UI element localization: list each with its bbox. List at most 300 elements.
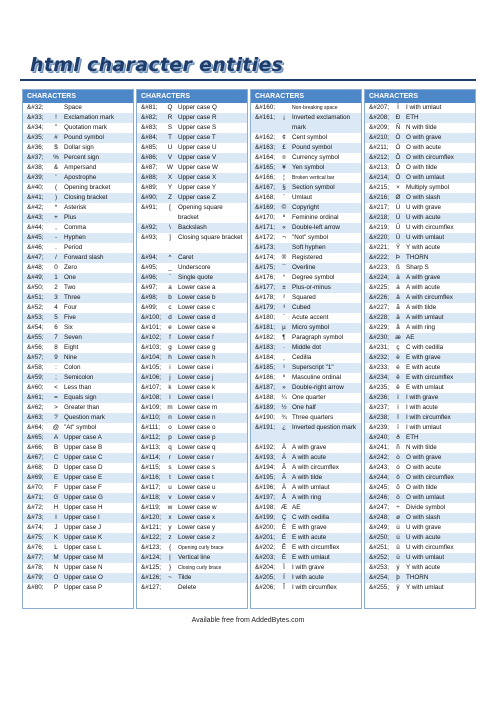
entity-glyph: Ä — [281, 484, 287, 491]
entity-code: &#182; — [255, 334, 275, 341]
entity-code: &#223; — [369, 264, 389, 271]
entity-glyph: Æ — [280, 504, 288, 511]
entity-desc: Quotation mark — [64, 124, 108, 131]
entity-desc: Upper case T — [178, 134, 216, 141]
entity-glyph: Ô — [395, 154, 401, 161]
entity-code: &#233; — [369, 364, 389, 371]
entity-desc: Currency symbol — [292, 154, 340, 161]
table-row — [251, 143, 361, 153]
table-row — [251, 163, 361, 173]
entity-desc: I with acute — [406, 404, 438, 411]
entity-code: &#58; — [27, 364, 44, 371]
entity-glyph: | — [169, 554, 171, 561]
table-row — [365, 113, 475, 123]
entity-desc: Lower case n — [178, 414, 216, 421]
entity-desc: A with umlaut — [406, 314, 444, 321]
entity-glyph: : — [55, 364, 57, 371]
entity-glyph: ¡ — [282, 114, 286, 121]
entity-desc: E with umlaut — [406, 384, 444, 391]
entity-desc: U with grave — [406, 524, 441, 531]
entity-code: &#70; — [27, 484, 44, 491]
entity-code: &#80; — [27, 584, 44, 591]
entity-desc: Double-right arrow — [292, 384, 344, 391]
entity-desc: I with acute — [292, 574, 324, 581]
entity-desc: E with grave — [292, 524, 327, 531]
entity-glyph: Þ — [395, 254, 401, 261]
table-row — [137, 523, 247, 533]
entity-code: &#46; — [27, 244, 44, 251]
entity-code: &#88; — [141, 174, 158, 181]
table-row — [365, 553, 475, 563]
table-row — [137, 553, 247, 563]
entity-code: &#204; — [255, 564, 275, 571]
entity-desc: Lower case h — [178, 354, 216, 361]
entity-desc: I with grave — [406, 394, 439, 401]
entity-desc: U with acute — [406, 534, 441, 541]
entity-glyph: í — [397, 404, 399, 411]
entity-desc: E with acute — [292, 534, 327, 541]
entity-glyph: º — [282, 374, 286, 381]
entity-code: &#255; — [369, 584, 389, 591]
entity-code: &#105; — [141, 364, 161, 371]
entity-code: &#222; — [369, 254, 389, 261]
entity-glyph: E — [53, 474, 59, 481]
entity-glyph: ¼ — [281, 394, 287, 401]
entity-desc: Eight — [64, 344, 79, 351]
entity-glyph: b — [168, 294, 172, 301]
entity-code: &#87; — [141, 164, 158, 171]
table-row — [23, 543, 133, 553]
entity-glyph: Ý — [395, 244, 401, 251]
entity-desc: Upper case Y — [178, 184, 217, 191]
table-row — [23, 123, 133, 133]
entity-glyph: ¢ — [282, 134, 286, 141]
entity-desc: Divide symbol — [406, 504, 446, 511]
entity-glyph: £ — [282, 144, 286, 151]
entity-glyph: ] — [169, 234, 171, 241]
entity-glyph: õ — [396, 484, 400, 491]
page-title: html character entities — [30, 54, 284, 76]
entity-desc: Lower case g — [178, 344, 216, 351]
table-row — [137, 493, 247, 503]
entity-desc: Sharp S — [406, 264, 429, 271]
entity-desc: Umlaut — [292, 194, 312, 201]
table-row — [137, 463, 247, 473]
table-row — [251, 473, 361, 483]
entity-code: &#48; — [27, 264, 44, 271]
table-row — [365, 463, 475, 473]
entity-glyph: $ — [54, 144, 58, 151]
entity-glyph: g — [168, 344, 172, 351]
entity-desc: Lower case a — [178, 284, 216, 291]
entity-code: &#83; — [141, 124, 158, 131]
entity-desc: "At" symbol — [64, 424, 97, 431]
table-row — [365, 173, 475, 183]
entity-desc: Opening square bracket — [178, 204, 223, 221]
table-row — [365, 353, 475, 363]
table-row — [365, 213, 475, 223]
entity-code: &#197; — [255, 494, 275, 501]
entity-code: &#57; — [27, 354, 44, 361]
entity-glyph: ò — [396, 454, 400, 461]
entity-glyph: I — [55, 514, 57, 521]
entity-glyph: ! — [55, 114, 57, 121]
table-row — [251, 353, 361, 363]
entity-glyph: ± — [282, 284, 286, 291]
entity-code: &#85; — [141, 144, 158, 151]
entity-code: &#121; — [141, 524, 161, 531]
entity-code: &#113; — [141, 444, 161, 451]
entity-code: &#203; — [255, 554, 275, 561]
entity-desc: Exclamation mark — [64, 114, 115, 121]
entity-code: &#242; — [369, 454, 389, 461]
column-header: CHARACTERS — [365, 90, 475, 103]
entity-desc: A with grave — [406, 274, 441, 281]
entity-desc: Tilde — [178, 574, 192, 581]
entity-desc: Upper case W — [178, 164, 218, 171]
entity-desc: Forward slash — [64, 254, 104, 261]
entity-code: &#228; — [369, 314, 389, 321]
entity-code: &#39; — [27, 174, 44, 181]
entity-code: &#64; — [27, 424, 44, 431]
table-row — [365, 343, 475, 353]
entity-desc: A with ring — [406, 324, 436, 331]
entity-glyph: l — [169, 394, 171, 401]
entity-glyph: Ì — [283, 564, 285, 571]
entity-glyph: Q — [167, 104, 173, 111]
entity-glyph: Ï — [397, 104, 399, 111]
table-row — [137, 103, 247, 113]
entity-code: &#109; — [141, 404, 161, 411]
entity-code: &#118; — [141, 494, 161, 501]
table-row — [251, 173, 361, 183]
table-row — [365, 123, 475, 133]
entity-code: &#82; — [141, 114, 158, 121]
entity-desc: O with grave — [406, 454, 442, 461]
entity-glyph: ô — [396, 474, 400, 481]
entity-glyph: ï — [397, 424, 399, 431]
table-row — [251, 543, 361, 553]
entity-code: &#165; — [255, 164, 275, 171]
table-row — [365, 373, 475, 383]
table-row — [23, 153, 133, 163]
entity-desc: ETH — [406, 434, 419, 441]
table-row — [251, 423, 361, 443]
entity-desc: A with circumflex — [406, 294, 453, 301]
table-row — [137, 233, 247, 253]
entity-glyph: é — [396, 364, 400, 371]
table-row — [23, 353, 133, 363]
entity-glyph: ì — [397, 394, 399, 401]
table-row — [23, 263, 133, 273]
table-row — [23, 273, 133, 283]
entity-glyph: . — [55, 244, 57, 251]
entity-desc: O with acute — [406, 144, 441, 151]
entity-code: &#185; — [255, 364, 275, 371]
table-row — [23, 393, 133, 403]
entity-desc: Vertical line — [178, 554, 211, 561]
entity-code: &#251; — [369, 544, 389, 551]
entity-code: &#69; — [27, 474, 44, 481]
entity-desc: Caret — [178, 254, 194, 261]
entity-desc: Double-left arrow — [292, 224, 340, 231]
entity-code: &#35; — [27, 134, 44, 141]
entity-glyph: Õ — [395, 164, 401, 171]
table-row — [365, 523, 475, 533]
entity-glyph: ä — [396, 314, 400, 321]
entity-code: &#111; — [141, 424, 161, 431]
entity-desc: Multiply symbol — [406, 184, 450, 191]
entity-desc: AE — [406, 334, 415, 341]
entity-glyph: # — [54, 134, 58, 141]
entity-desc: E with grave — [406, 354, 441, 361]
entity-glyph: ú — [396, 534, 400, 541]
entity-glyph: ~ — [168, 574, 172, 581]
table-row — [251, 503, 361, 513]
table-row — [365, 573, 475, 583]
entity-glyph: ¯ — [282, 264, 286, 271]
entity-glyph: 2 — [54, 284, 58, 291]
entity-glyph: ¤ — [282, 154, 286, 161]
entity-desc: Cedilla — [292, 354, 312, 361]
entity-glyph: 7 — [54, 334, 58, 341]
entity-glyph: ß — [396, 264, 400, 271]
entity-glyph: È — [281, 524, 287, 531]
entity-desc: Hyphen — [64, 234, 86, 241]
table-row — [137, 343, 247, 353]
entity-code: &#95; — [141, 264, 158, 271]
entity-glyph: ÿ — [396, 584, 400, 591]
entity-desc: O with slash — [406, 194, 441, 201]
entity-glyph: 1 — [54, 274, 58, 281]
table-row — [365, 413, 475, 423]
entity-code: &#225; — [369, 284, 389, 291]
entity-glyph: è — [396, 354, 400, 361]
entity-desc: N with tilde — [406, 124, 437, 131]
table-row — [137, 193, 247, 203]
entity-desc: Five — [64, 314, 76, 321]
entity-code: &#45; — [27, 234, 44, 241]
entity-rows — [23, 103, 133, 593]
entity-code: &#44; — [27, 224, 44, 231]
table-row — [137, 503, 247, 513]
entity-glyph: { — [168, 544, 172, 551]
table-row — [365, 313, 475, 323]
entity-desc: Four — [64, 304, 77, 311]
table-row — [251, 213, 361, 223]
entity-desc: Single quote — [178, 274, 214, 281]
column-header: CHARACTERS — [23, 90, 133, 103]
table-row — [23, 193, 133, 203]
entity-desc: Upper case Z — [178, 194, 216, 201]
entity-code: &#178; — [255, 294, 275, 301]
table-row — [137, 273, 247, 283]
entity-desc: Upper case F — [64, 484, 102, 491]
table-row — [137, 263, 247, 273]
entity-glyph: ÷ — [396, 504, 400, 511]
entity-code: &#250; — [369, 534, 389, 541]
entity-glyph: J — [54, 524, 58, 531]
entity-desc: THORN — [406, 254, 429, 261]
entity-code: &#208; — [369, 114, 389, 121]
table-row — [251, 513, 361, 523]
entity-code: &#89; — [141, 184, 158, 191]
table-row — [137, 563, 247, 573]
entity-desc: Y with acute — [406, 564, 441, 571]
entity-code: &#239; — [369, 424, 389, 431]
entity-code: &#202; — [255, 544, 275, 551]
entity-desc: Upper case P — [64, 584, 103, 591]
entity-desc: O with tilde — [406, 484, 438, 491]
table-row — [365, 453, 475, 463]
entity-code: &#42; — [27, 204, 44, 211]
entity-glyph: ¿ — [282, 424, 286, 431]
entity-glyph: ® — [281, 254, 287, 261]
table-row — [137, 543, 247, 553]
entity-glyph: s — [168, 464, 172, 471]
entity-glyph: « — [282, 224, 286, 231]
entity-glyph: à — [396, 274, 400, 281]
entity-code: &#91; — [141, 204, 158, 211]
entity-code: &#53; — [27, 314, 44, 321]
entity-desc: O with circumflex — [406, 154, 454, 161]
entity-code: &#215; — [369, 184, 389, 191]
entity-code: &#127; — [141, 584, 161, 591]
entity-glyph: Â — [281, 464, 287, 471]
entity-code: &#181; — [255, 324, 275, 331]
entity-code: &#34; — [27, 124, 44, 131]
entity-glyph: A — [53, 434, 59, 441]
entity-desc: Lower case r — [178, 454, 215, 461]
entity-desc: A with grave — [292, 444, 327, 451]
entity-glyph: î — [397, 414, 399, 421]
table-row — [365, 483, 475, 493]
entity-glyph: â — [396, 294, 400, 301]
entity-code: &#81; — [141, 104, 158, 111]
entity-desc: Question mark — [64, 414, 105, 421]
entity-glyph: W — [167, 164, 173, 171]
entity-code: &#234; — [369, 374, 389, 381]
entity-glyph: @ — [52, 424, 60, 431]
table-row — [251, 413, 361, 423]
entity-desc: Ampersand — [64, 164, 97, 171]
entity-code: &#184; — [255, 354, 275, 361]
entity-glyph: û — [396, 544, 400, 551]
entity-desc: Upper case U — [178, 144, 217, 151]
entity-desc: Middle dot — [292, 344, 322, 351]
entity-glyph: , — [55, 224, 57, 231]
entity-glyph: ² — [282, 294, 286, 301]
entity-desc: E with circumflex — [406, 374, 454, 381]
entity-glyph: ¦ — [283, 174, 285, 181]
entity-desc: Lower case z — [178, 534, 216, 541]
entity-glyph: 5 — [54, 314, 58, 321]
table-row — [137, 333, 247, 343]
entity-glyph: Ç — [281, 514, 287, 521]
table-row — [365, 443, 475, 453]
entity-code: &#199; — [255, 514, 275, 521]
entity-code: &#201; — [255, 534, 275, 541]
table-row — [23, 423, 133, 433]
table-row — [365, 183, 475, 193]
entity-desc: E with acute — [406, 364, 441, 371]
entity-code: &#122; — [141, 534, 161, 541]
table-row — [23, 163, 133, 173]
entity-glyph: Ù — [395, 204, 401, 211]
table-row — [365, 543, 475, 553]
entity-code: &#241; — [369, 444, 389, 451]
entity-code: &#176; — [255, 274, 275, 281]
entity-code: &#217; — [369, 204, 389, 211]
table-row — [23, 363, 133, 373]
entity-glyph: O — [53, 574, 59, 581]
entity-glyph: ³ — [282, 304, 286, 311]
entity-glyph: ° — [282, 274, 286, 281]
table-row — [365, 293, 475, 303]
entity-glyph: Ñ — [395, 124, 401, 131]
entity-code: &#65; — [27, 434, 44, 441]
entity-glyph: r — [168, 454, 172, 461]
table-row — [23, 553, 133, 563]
entity-desc: Plus — [64, 214, 77, 221]
entity-glyph: ´ — [282, 314, 286, 321]
entity-desc: U with umlaut — [406, 234, 445, 241]
entity-code: &#212; — [369, 154, 389, 161]
entity-code: &#170; — [255, 214, 275, 221]
entity-glyph: < — [54, 384, 58, 391]
entity-code: &#36; — [27, 144, 44, 151]
entity-desc: Section symbol — [292, 184, 335, 191]
entity-code: &#198; — [255, 504, 275, 511]
table-row — [23, 493, 133, 503]
table-row — [251, 283, 361, 293]
entity-desc: Upper case M — [64, 554, 104, 561]
table-row — [23, 383, 133, 393]
entity-code: &#62; — [27, 404, 44, 411]
table-row — [365, 143, 475, 153]
entity-desc: Degree symbol — [292, 274, 335, 281]
entity-code: &#206; — [255, 584, 275, 591]
table-row — [137, 183, 247, 193]
entity-code: &#162; — [255, 134, 275, 141]
entity-desc: Lower case c — [178, 304, 216, 311]
entity-glyph: 0 — [54, 264, 58, 271]
entity-desc: Upper case S — [178, 124, 217, 131]
table-row — [137, 223, 247, 233]
entity-code: &#126; — [141, 574, 161, 581]
table-row — [365, 563, 475, 573]
entity-desc: Opening bracket — [64, 184, 111, 191]
entity-glyph: Å — [281, 494, 287, 501]
entity-rows — [365, 103, 475, 593]
entity-desc: Lower case v — [178, 494, 216, 501]
entity-code: &#243; — [369, 464, 389, 471]
entity-code: &#237; — [369, 404, 389, 411]
entity-desc: Lower case s — [178, 464, 216, 471]
entity-code: &#167; — [255, 184, 275, 191]
table-row — [137, 383, 247, 393]
entity-code: &#115; — [141, 464, 161, 471]
table-row — [251, 493, 361, 503]
entity-glyph: ü — [396, 554, 400, 561]
entity-desc: Y with umlaut — [406, 584, 444, 591]
table-row — [137, 413, 247, 423]
table-row — [365, 583, 475, 593]
entity-desc: Upper case C — [64, 454, 103, 461]
table-row — [23, 583, 133, 593]
table-row — [137, 513, 247, 523]
table-row — [251, 533, 361, 543]
